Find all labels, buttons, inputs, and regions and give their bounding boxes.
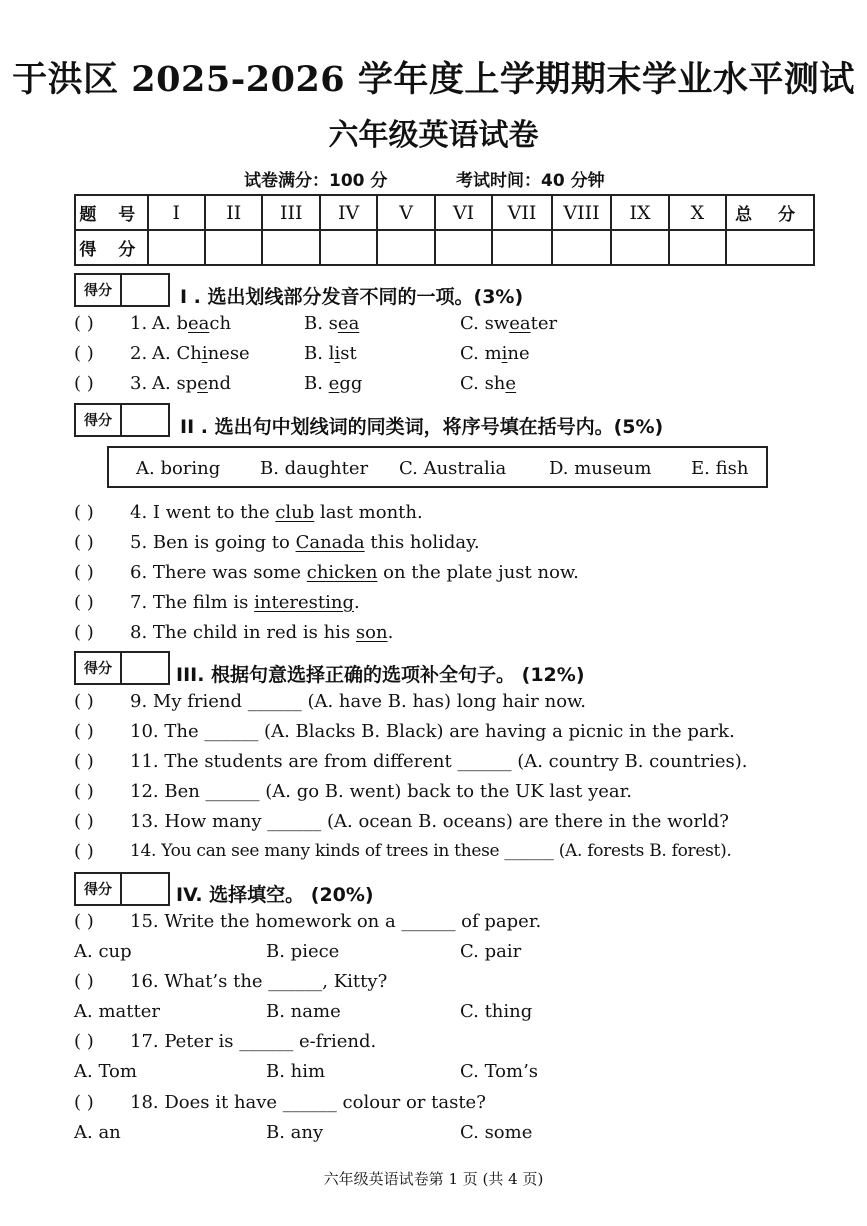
score-table-row-label: 题 号 [75, 195, 148, 230]
question-text: 12. Ben ______ (A. go B. went) back to the UK last year. [130, 781, 632, 802]
option-a: A. beach [152, 313, 232, 334]
score-table-score-row [75, 230, 814, 265]
section4-score-box[interactable] [74, 872, 170, 906]
question-text: 13. How many ______ (A. ocean B. oceans) are there in the world? [130, 811, 729, 832]
option-b: B. list [304, 343, 357, 364]
score-cell[interactable] [262, 230, 319, 265]
word-bank-box [107, 446, 768, 488]
score-cell[interactable] [320, 230, 377, 265]
exam-time: 考试时间：40 分钟 [456, 171, 605, 191]
full-score: 试卷满分：100 分 [244, 171, 388, 191]
answer-paren[interactable]: ( ) [74, 911, 94, 932]
score-box-label: 得分 [76, 653, 122, 683]
answer-paren[interactable]: ( ) [74, 343, 94, 364]
answer-paren[interactable]: ( ) [74, 691, 94, 712]
score-box-label: 得分 [76, 405, 122, 435]
question-text: 4. I went to the club last month. [130, 502, 423, 523]
question-text: 10. The ______ (A. Blacks B. Black) are having a picnic in the park. [130, 721, 735, 742]
score-cell[interactable] [205, 230, 262, 265]
word-bank-option: C. Australia [399, 458, 507, 479]
question-text: 17. Peter is ______ e-friend. [130, 1031, 377, 1052]
answer-paren[interactable]: ( ) [74, 971, 94, 992]
question-text: 15. Write the homework on a ______ of paper. [130, 911, 542, 932]
score-box-label: 得分 [76, 275, 122, 305]
score-table-col: V [377, 195, 434, 230]
score-table-col: X [669, 195, 726, 230]
score-table-col: II [205, 195, 262, 230]
option-c: C. thing [460, 1001, 533, 1022]
score-cell[interactable] [611, 230, 668, 265]
option-c: C. Tom’s [460, 1061, 539, 1082]
page-footer: 六年级英语试卷第 1 页 (共 4 页) [323, 1170, 544, 1188]
score-cell[interactable] [669, 230, 726, 265]
exam-subtitle: 六年级英语试卷 [328, 118, 539, 153]
exam-title: 于洪区 2025-2026 学年度上学期期末学业水平测试 [12, 59, 855, 100]
answer-paren[interactable]: ( ) [74, 841, 94, 862]
answer-paren[interactable]: ( ) [74, 1092, 94, 1113]
answer-paren[interactable]: ( ) [74, 313, 94, 334]
option-c: C. mine [460, 343, 530, 364]
section1-score-box[interactable] [74, 273, 170, 307]
word-bank-option: A. boring [136, 458, 221, 479]
option-b: B. egg [304, 373, 363, 394]
question-text: 8. The child in red is his son. [130, 622, 394, 643]
score-box-label: 得分 [76, 874, 122, 904]
question-text: 9. My friend ______ (A. have B. has) long hair now. [130, 691, 587, 712]
question-text: 14. You can see many kinds of trees in these ______ (A. forests B. forest). [130, 841, 732, 861]
question-text: 7. The film is interesting. [130, 592, 360, 613]
option-b: B. sea [304, 313, 360, 334]
score-table-header-row [75, 195, 814, 230]
option-c: C. sweater [460, 313, 558, 334]
answer-paren[interactable]: ( ) [74, 1031, 94, 1052]
answer-paren[interactable]: ( ) [74, 532, 94, 553]
answer-paren[interactable]: ( ) [74, 811, 94, 832]
question-text: 11. The students are from different ______ (A. country B. countries). [130, 751, 748, 772]
section2-score-box[interactable] [74, 403, 170, 437]
answer-paren[interactable]: ( ) [74, 373, 94, 394]
option-b: B. name [266, 1001, 341, 1022]
score-table-col: I [148, 195, 205, 230]
option-c: C. she [460, 373, 517, 394]
score-table-row-label: 得 分 [75, 230, 148, 265]
section1-heading: I . 选出划线部分发音不同的一项。(3%) [180, 286, 524, 308]
question-text: 16. What’s the ______, Kitty? [130, 971, 388, 992]
score-table [74, 194, 815, 266]
answer-paren[interactable]: ( ) [74, 781, 94, 802]
answer-paren[interactable]: ( ) [74, 721, 94, 742]
question-text: 6. There was some chicken on the plate just now. [130, 562, 579, 583]
answer-paren[interactable]: ( ) [74, 622, 94, 643]
option-a: A. matter [74, 1001, 160, 1022]
answer-paren[interactable]: ( ) [74, 502, 94, 523]
score-table-col: IV [320, 195, 377, 230]
item-number: 1. [130, 313, 148, 334]
word-bank-option: E. fish [691, 458, 749, 479]
option-b: B. him [266, 1061, 326, 1082]
score-table-col: III [262, 195, 319, 230]
score-table-col: IX [611, 195, 668, 230]
score-cell[interactable] [377, 230, 434, 265]
question-text: 18. Does it have ______ colour or taste? [130, 1092, 486, 1113]
section4-heading: IV. 选择填空。 (20%) [176, 884, 374, 906]
item-number: 3. [130, 373, 148, 394]
score-cell[interactable] [552, 230, 611, 265]
question-text: 5. Ben is going to Canada this holiday. [130, 532, 480, 553]
option-a: A. Chinese [152, 343, 250, 364]
option-c: C. pair [460, 941, 522, 962]
score-table-col: VII [492, 195, 551, 230]
answer-paren[interactable]: ( ) [74, 562, 94, 583]
score-table-col: VI [435, 195, 492, 230]
option-a: A. cup [74, 941, 132, 962]
option-b: B. piece [266, 941, 340, 962]
section3-score-box[interactable] [74, 651, 170, 685]
score-cell[interactable] [726, 230, 814, 265]
score-cell[interactable] [492, 230, 551, 265]
word-bank-option: D. museum [549, 458, 652, 479]
answer-paren[interactable]: ( ) [74, 592, 94, 613]
score-cell[interactable] [435, 230, 492, 265]
answer-paren[interactable]: ( ) [74, 751, 94, 772]
score-table-total: 总 分 [726, 195, 814, 230]
option-b: B. any [266, 1122, 324, 1143]
score-cell[interactable] [148, 230, 205, 265]
score-table-col: VIII [552, 195, 611, 230]
section3-heading: III. 根据句意选择正确的选项补全句子。 (12%) [176, 664, 585, 686]
option-c: C. some [460, 1122, 533, 1143]
item-number: 2. [130, 343, 148, 364]
section2-heading: II . 选出句中划线词的同类词，将序号填在括号内。(5%) [180, 416, 664, 438]
option-a: A. an [74, 1122, 121, 1143]
option-a: A. Tom [74, 1061, 137, 1082]
word-bank-option: B. daughter [260, 458, 369, 479]
option-a: A. spend [152, 373, 231, 394]
